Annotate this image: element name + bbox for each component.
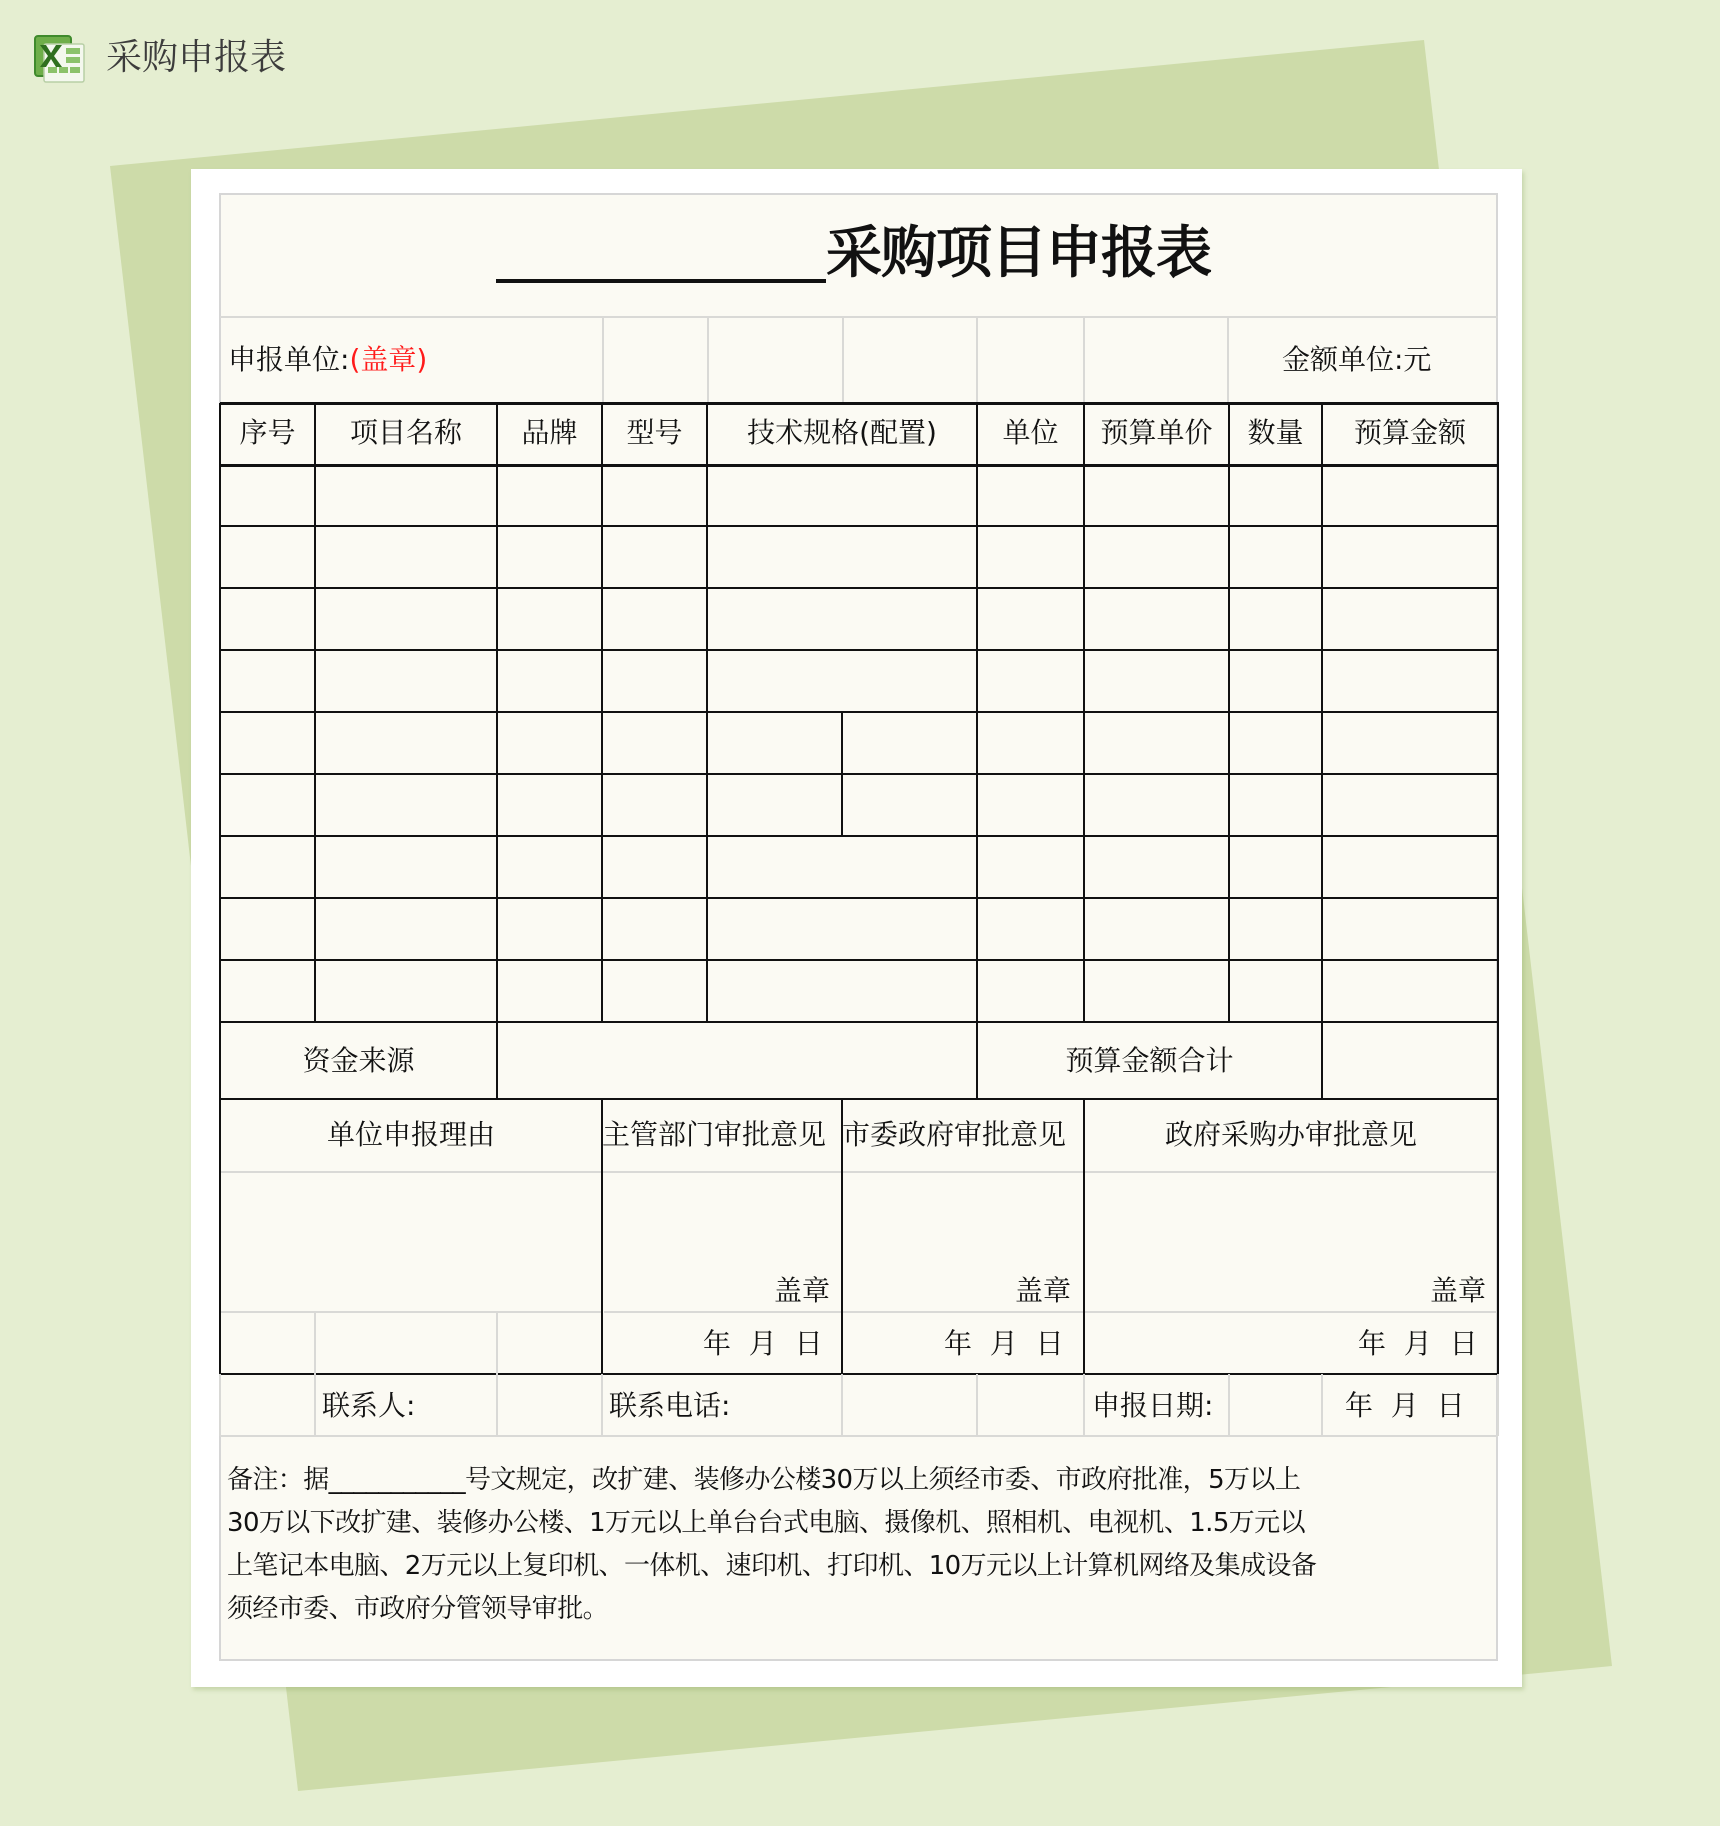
report-date-label: 申报日期:: [1092, 1389, 1214, 1422]
col-header-quantity: 数量: [1247, 416, 1304, 449]
col-header-name: 项目名称: [349, 416, 462, 449]
notes-line: 30万以下改扩建、装修办公楼、1万元以上单台台式电脑、摄像机、照相机、电视机、1.5万元以: [227, 1508, 1305, 1538]
contact-person-field[interactable]: [498, 1375, 600, 1435]
city-stamp: 盖章: [1015, 1274, 1072, 1307]
city-date: 年 月 日: [944, 1327, 1064, 1360]
table-row[interactable]: [220, 589, 1498, 649]
procurement-date: 年 月 日: [1358, 1327, 1478, 1360]
contact-person-label: 联系人:: [322, 1389, 416, 1422]
funds-source-label: 资金来源: [302, 1044, 415, 1077]
table-row[interactable]: [220, 837, 1498, 897]
city-opinion-label: 市委政府审批意见: [842, 1118, 1067, 1151]
contact-phone-field[interactable]: [843, 1375, 975, 1435]
notes-line: 须经市委、市政府分管领导审批。: [227, 1594, 609, 1624]
procurement-stamp: 盖章: [1430, 1274, 1487, 1307]
table-row[interactable]: [220, 713, 1498, 773]
unit-label: 申报单位:: [228, 343, 350, 376]
report-date-value[interactable]: 年 月 日: [1345, 1389, 1465, 1422]
col-header-amount: 预算金额: [1353, 416, 1466, 449]
col-header-unit: 单位: [1002, 416, 1059, 449]
notes: [227, 1467, 1497, 1639]
col-header-brand: 品牌: [521, 416, 578, 449]
table-row[interactable]: [220, 465, 1498, 525]
amount-unit: 金额单位:元: [1282, 343, 1432, 376]
dept-date: 年 月 日: [703, 1327, 823, 1360]
app-title: 采购申报表: [106, 37, 287, 78]
col-header-model: 型号: [626, 416, 683, 449]
reason-field[interactable]: [220, 1173, 601, 1311]
table-row[interactable]: [220, 961, 1498, 1021]
procurement-opinion-label: 政府采购办审批意见: [1164, 1118, 1417, 1151]
col-header-seq: 序号: [239, 416, 296, 449]
table-row[interactable]: [220, 651, 1498, 711]
table-row[interactable]: [220, 775, 1498, 835]
col-header-unit-price: 预算单价: [1100, 416, 1213, 449]
form-title-blank-line[interactable]: [496, 279, 826, 283]
reason-label: 单位申报理由: [326, 1118, 495, 1151]
unit-stamp: (盖章): [349, 343, 428, 376]
budget-total-label: 预算金额合计: [1065, 1044, 1234, 1077]
funds-source-field[interactable]: [498, 1023, 976, 1098]
col-header-spec: 技术规格(配置): [747, 416, 937, 449]
unit-label-row: [228, 343, 428, 376]
budget-total-field[interactable]: [1323, 1023, 1497, 1098]
contact-phone-label: 联系电话:: [609, 1389, 731, 1422]
dept-stamp: 盖章: [774, 1274, 831, 1307]
notes-line: 备注：据___________号文规定，改扩建、装修办公楼30万以上须经市委、市政府批准，5万以上: [227, 1465, 1301, 1495]
table-row[interactable]: [220, 527, 1498, 587]
notes-line: 上笔记本电脑、2万元以上复印机、一体机、速印机、打印机、10万元以上计算机网络及集成设备: [227, 1551, 1317, 1581]
form-title: 采购项目申报表: [826, 221, 1211, 286]
dept-opinion-label: 主管部门审批意见: [602, 1118, 827, 1151]
table-row[interactable]: [220, 899, 1498, 959]
excel-icon: [32, 32, 86, 86]
